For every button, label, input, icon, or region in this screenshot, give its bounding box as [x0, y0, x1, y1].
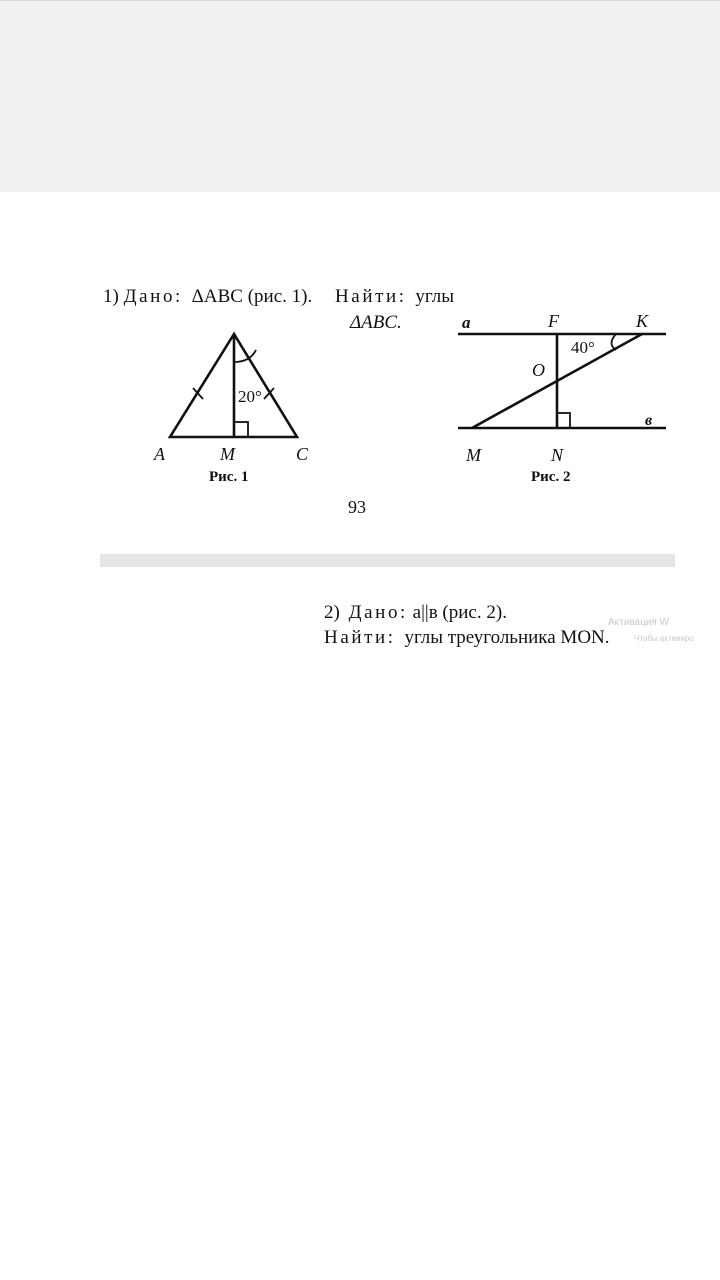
problem1-given-text: ΔABC (рис. 1).	[191, 286, 313, 307]
figure2-parallel-lines	[0, 0, 720, 560]
problem2-find-label: Найти:	[324, 627, 396, 648]
activation-watermark-subtitle: Чтобы активиро	[634, 634, 694, 643]
problem2-given-label: Дано:	[348, 602, 408, 623]
line-label-b: в	[645, 412, 653, 429]
problem1-find-target: ΔABC.	[350, 312, 402, 333]
right-angle-mark-n	[557, 413, 570, 428]
angle-label-40: 40°	[571, 338, 595, 357]
figure1-caption: Рис. 1	[209, 469, 249, 485]
problem2-find-text: углы треугольника MON.	[404, 627, 610, 648]
problem1-number: 1)	[103, 286, 119, 307]
figure2-caption: Рис. 2	[531, 469, 571, 485]
point-label-m: M	[466, 445, 481, 465]
vertex-label-c: C	[296, 444, 309, 464]
line-label-a: a	[462, 313, 471, 332]
point-label-o: O	[532, 360, 545, 380]
vertex-label-m: M	[220, 444, 235, 464]
page-number: 93	[348, 497, 366, 517]
problem1-given-label: Дано:	[123, 286, 183, 307]
problem2-find-line	[324, 627, 610, 649]
point-label-k: K	[636, 311, 649, 331]
problem1-find-label: Найти:	[334, 286, 407, 307]
problem2-number: 2)	[324, 602, 340, 623]
angle-label-20: 20°	[238, 387, 262, 406]
activation-watermark-title: Активация W	[608, 617, 670, 628]
problem2-given-text: a||в (рис. 2).	[412, 602, 507, 623]
page-separator	[100, 554, 675, 567]
problem1-find-text: углы	[415, 286, 454, 307]
point-label-n: N	[551, 445, 564, 465]
vertex-label-a: A	[154, 444, 165, 464]
point-label-f: F	[548, 311, 559, 331]
problem2-given-line	[324, 602, 507, 624]
